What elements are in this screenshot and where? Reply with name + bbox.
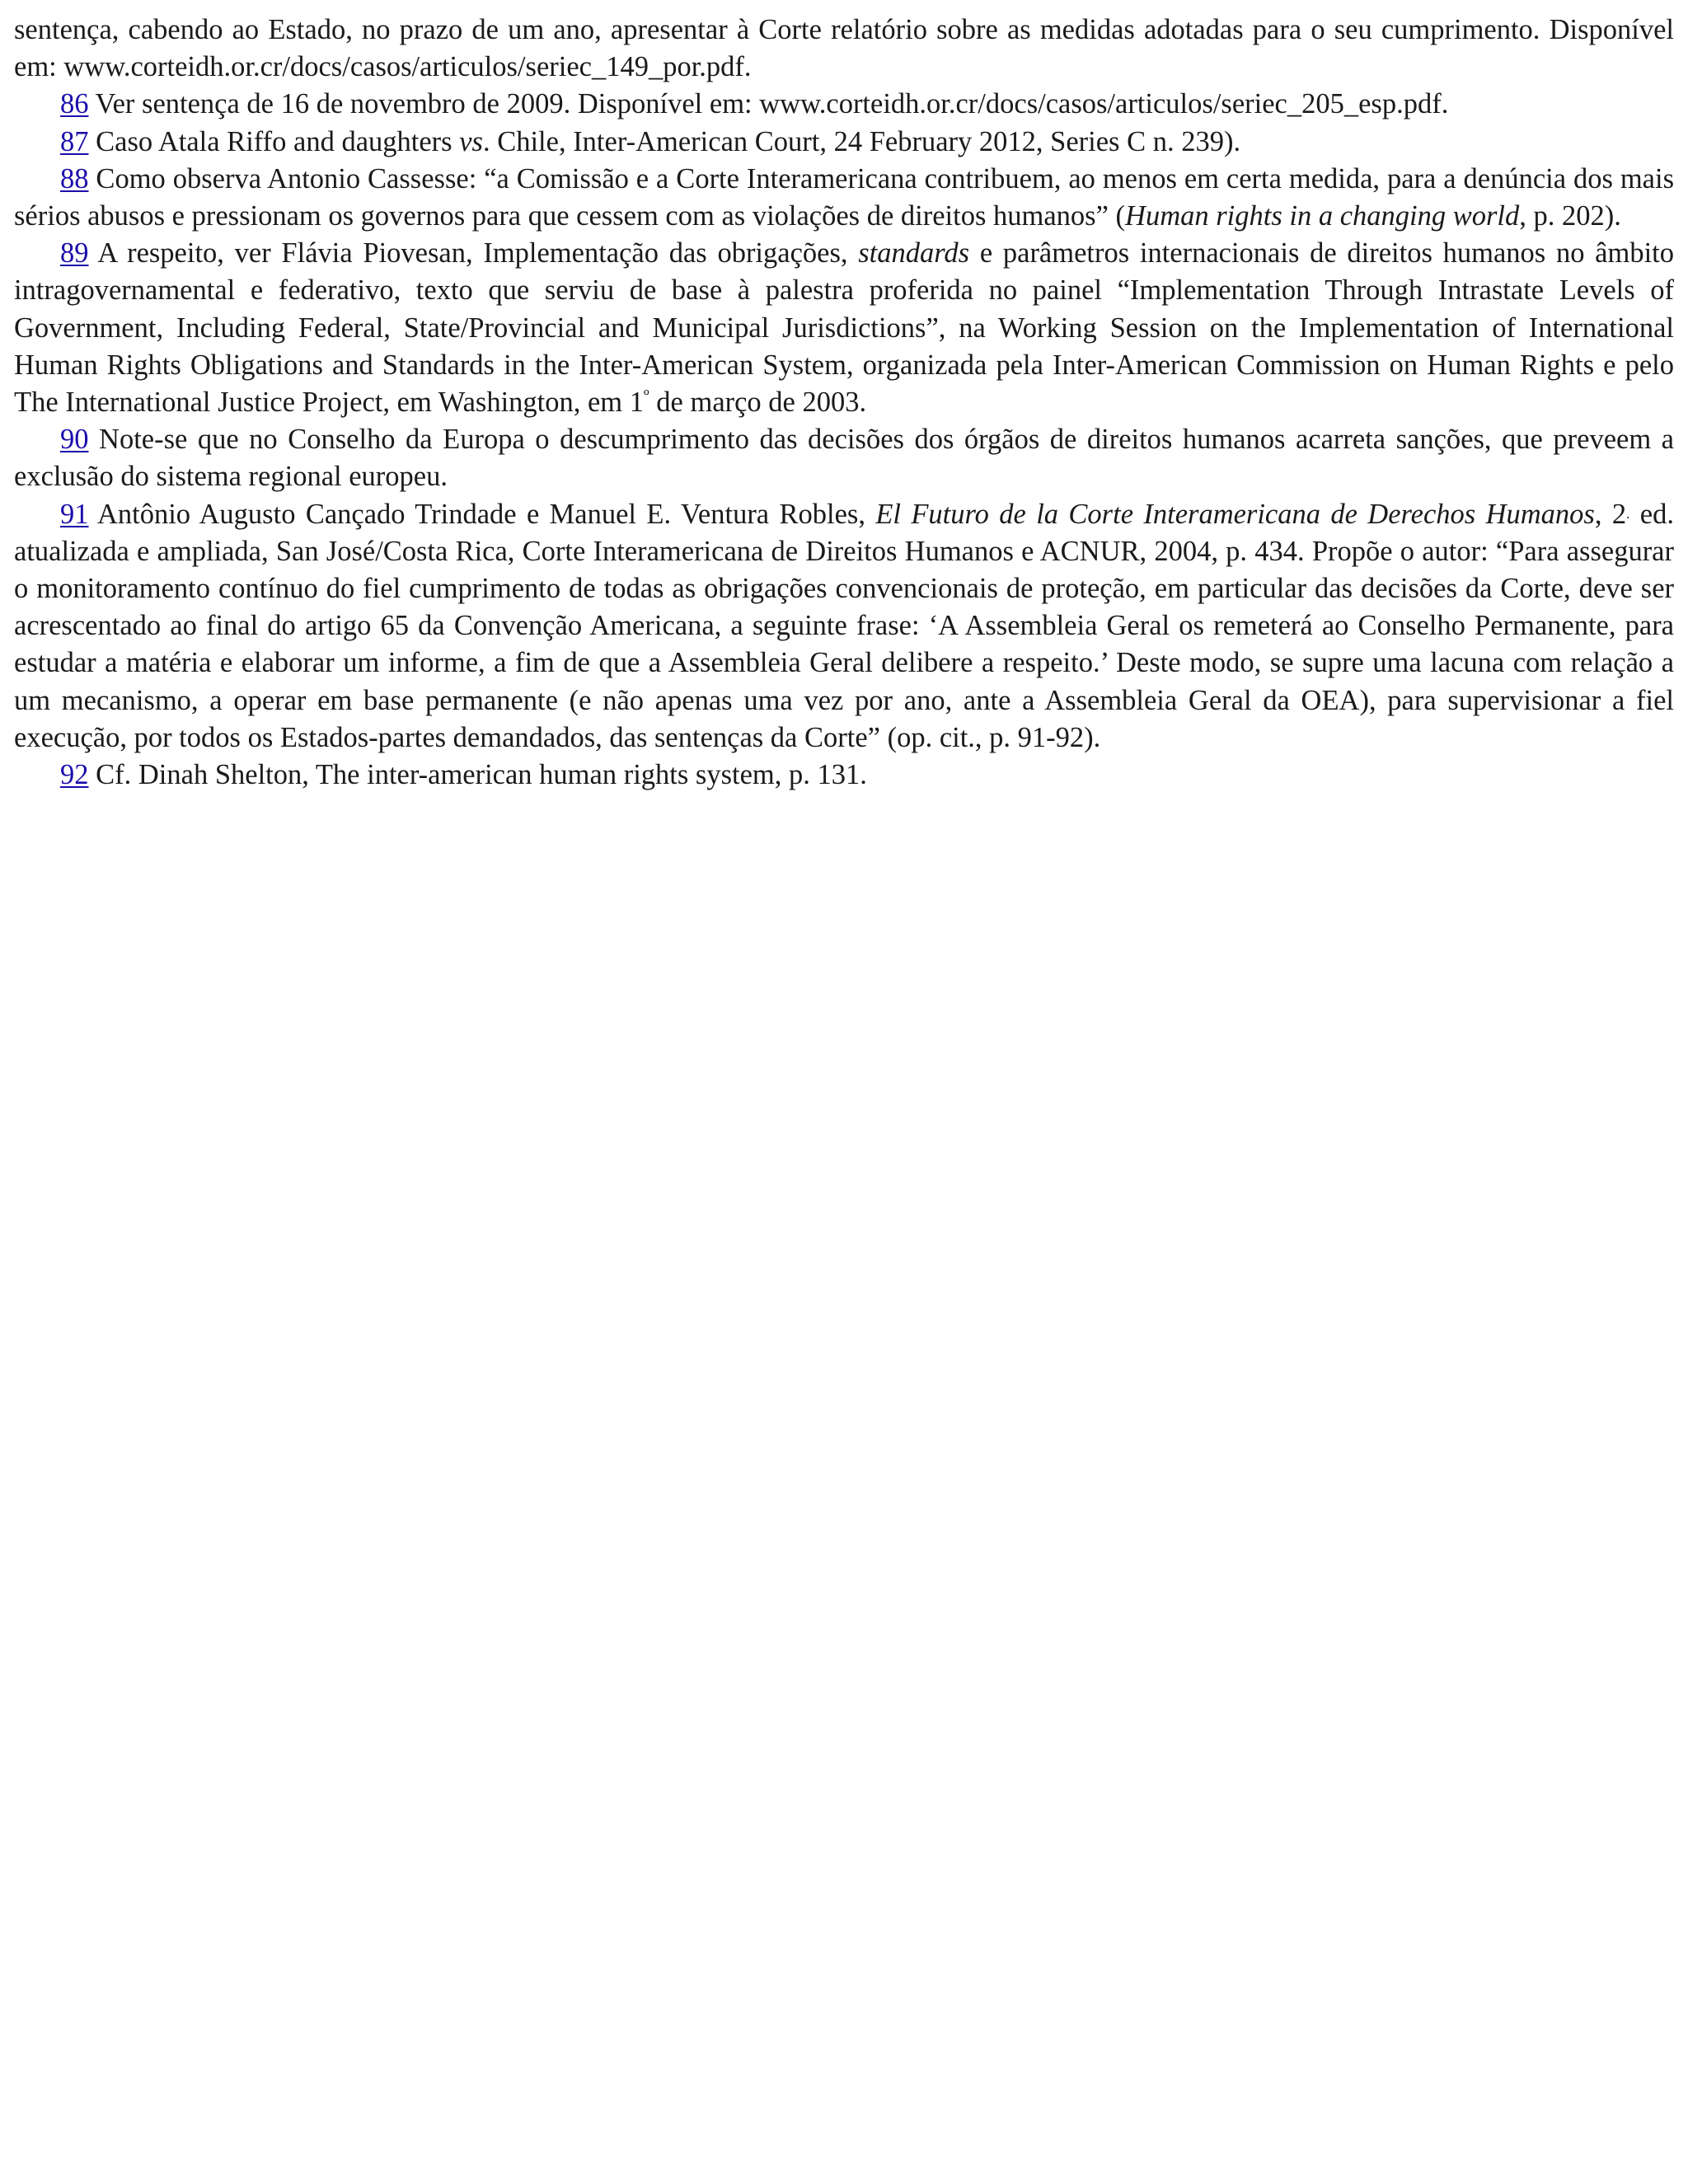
footnote-88-text: Como observa Antonio Cassesse: “a Comissão e a Corte Interamericana contribuem, ao menos em certa medida, para a denúncia dos mais sérios abusos e pressionam os governos para que cessem com as violações de direitos humanos” (	[14, 162, 1674, 232]
footnote-86	[14, 86, 1674, 123]
footnote-86-link[interactable]: 86	[60, 88, 89, 120]
footnote-89-italic: standards	[858, 237, 970, 269]
footnote-91-ordinal: .	[1626, 505, 1630, 522]
footnote-89-link[interactable]: 89	[60, 237, 89, 269]
footnote-92-link[interactable]: 92	[60, 759, 89, 791]
footnote-92-text: Cf. Dinah Shelton, The inter-american human rights system, p. 131.	[88, 759, 867, 791]
footnote-continuation	[14, 12, 1674, 86]
footnote-88-text-end: , p. 202).	[1519, 200, 1621, 232]
footnote-88-italic: Human rights in a changing world	[1125, 200, 1520, 232]
footnotes-page	[14, 12, 1674, 794]
footnote-87-link[interactable]: 87	[60, 125, 89, 157]
footnote-continuation-text: sentença, cabendo ao Estado, no prazo de um ano, apresentar à Corte relatório sobre as medidas adotadas para o seu cumprimento. Disponível em: www.corteidh.or.cr/docs/casos/articulos/seriec_149_por.pdf.	[14, 14, 1674, 83]
footnote-87-text-end: . Chile, Inter-American Court, 24 February 2012, Series C n. 239).	[482, 125, 1241, 157]
footnote-91-text-mid: , 2	[1594, 498, 1627, 530]
footnote-87-text: Caso Atala Riffo and daughters	[88, 125, 460, 157]
footnote-89-ordinal: º	[644, 386, 649, 406]
footnote-86-text: Ver sentença de 16 de novembro de 2009. Disponível em: www.corteidh.or.cr/docs/casos/articulos/seriec_205_esp.pdf.	[88, 88, 1449, 120]
footnote-90-text: Note-se que no Conselho da Europa o descumprimento das decisões dos órgãos de direitos humanos acarreta sanções, que preveem a exclusão do sistema regional europeu.	[14, 424, 1674, 493]
footnote-87	[14, 124, 1674, 161]
footnote-91-italic: El Futuro de la Corte Interamericana de Derechos Humanos	[875, 498, 1595, 530]
footnote-90	[14, 421, 1674, 495]
footnote-87-italic: vs	[459, 125, 483, 157]
footnote-89-text-mid: e parâmetros internacionais de direitos humanos no âmbito intragovernamental e federativo, texto que serviu de base à palestra proferida no painel “Implementation Through Intrastate Levels of Government, Including Federal, State/Provincial and Municipal Jurisdictions”, na Working Session on the Implementation of International Human Rights Obligations and Standards in the Inter-American System, organizada pela Inter-American Commission on Human Rights e pelo The International Justice Project, em Washington, em 1	[14, 237, 1674, 419]
footnote-91-text-end: ed. atualizada e ampliada, San José/Costa Rica, Corte Interamericana de Direitos Humanos e ACNUR, 2004, p. 434. Propõe o autor: “Para assegurar o monitoramento contínuo do fiel cumprimento de todas as obrigações convencionais de proteção, em particular das decisões da Corte, deve ser acrescentado ao final do artigo 65 da Convenção Americana, a seguinte frase: ‘A Assembleia Geral os remeterá ao Conselho Permanente, para estudar a matéria e elaborar um informe, a fim de que a Assembleia Geral delibere a respeito.’ Deste modo, se supre uma lacuna com relação a um mecanismo, a operar em base permanente (e não apenas uma vez por ano, ante a Assembleia Geral da OEA), para supervisionar a fiel execução, por todos os Estados-partes demandados, das sentenças da Corte” (op. cit., p. 91-92).	[14, 498, 1674, 753]
footnote-89	[14, 235, 1674, 421]
footnote-89-text-end: de março de 2003.	[649, 387, 867, 419]
footnote-91-link[interactable]: 91	[60, 498, 89, 530]
footnote-91	[14, 496, 1674, 757]
footnote-88	[14, 161, 1674, 235]
footnote-88-link[interactable]: 88	[60, 162, 89, 194]
footnote-90-link[interactable]: 90	[60, 424, 89, 456]
footnote-92	[14, 757, 1674, 794]
footnote-91-text: Antônio Augusto Cançado Trindade e Manuel E. Ventura Robles,	[88, 498, 876, 530]
footnote-89-text: A respeito, ver Flávia Piovesan, Implementação das obrigações,	[88, 237, 859, 269]
